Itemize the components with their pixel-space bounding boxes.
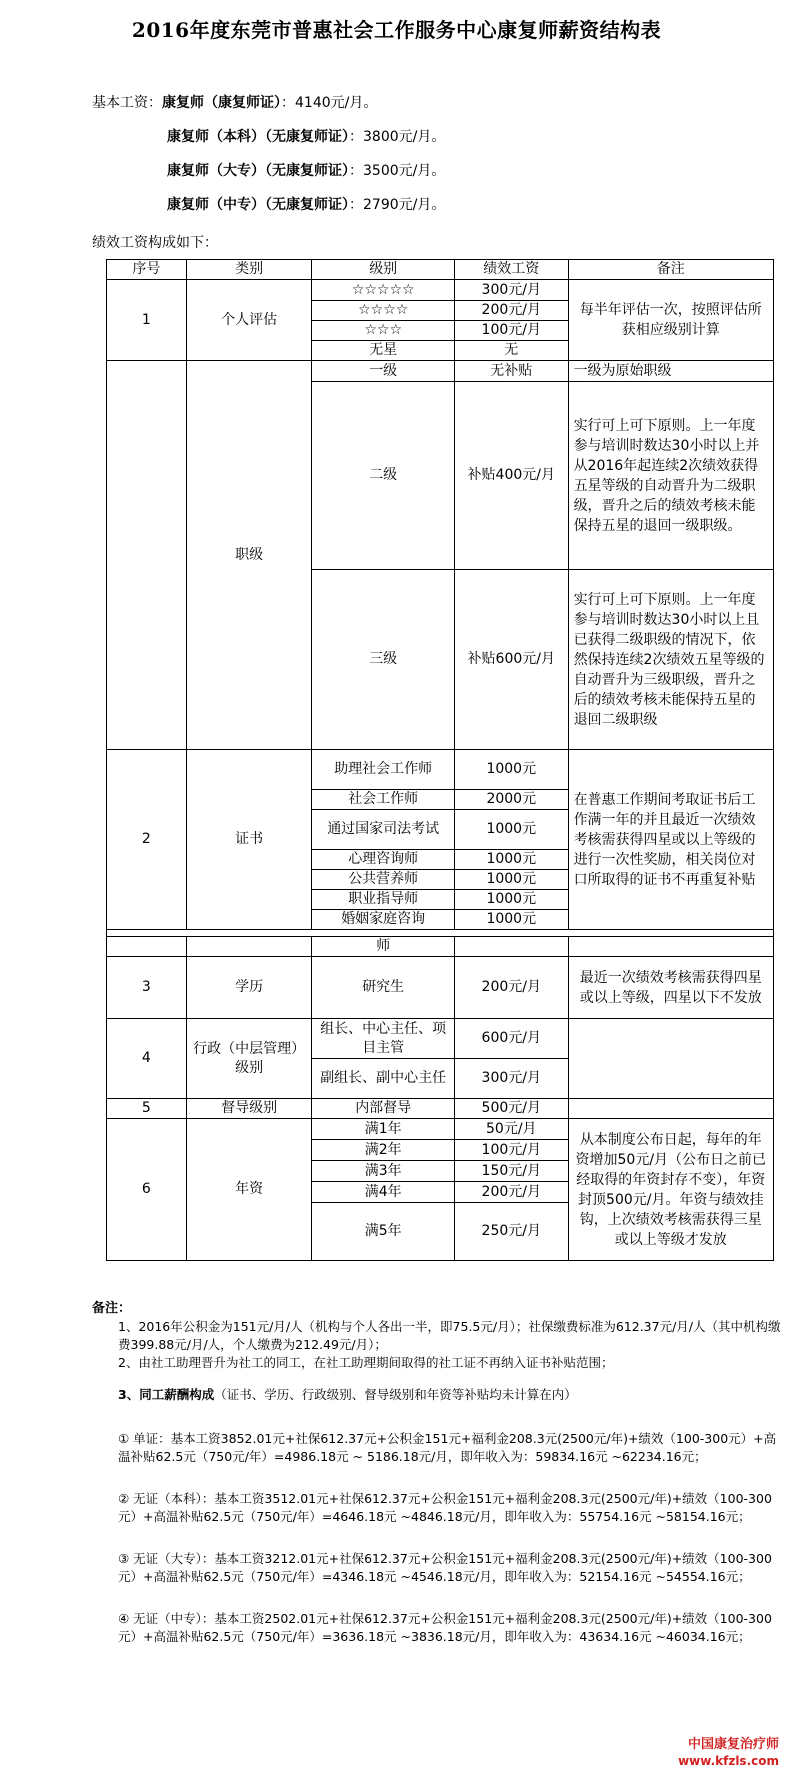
notes-heading: 备注：	[92, 1301, 132, 1316]
item-number: 4	[107, 1019, 187, 1099]
composition-college: ③ 无证（大专）：基本工资3212.01元+社保612.37元+公积金151元+福利金208.3元(2500元/年)+绩效（100-300元）+高温补贴62.5元（750元/年）=4346.18元 ~4546.18元/月，即年收入为：52154.16元 ~54554.16元；	[118, 1551, 772, 1584]
pay-cell: 200元/月	[454, 1182, 568, 1203]
basic-salary-label: 康复师（本科）（无康复师证）	[167, 129, 349, 145]
pay-cell: 1000元	[454, 850, 568, 870]
table-header-row	[107, 260, 774, 280]
level-cell: 三级	[312, 570, 455, 750]
level-cell: 通过国家司法考试	[312, 810, 455, 850]
basic-salary-value: ：3800元/月。	[349, 129, 446, 145]
note-2: 2、由社工助理晋升为社工的同工，在社工助理期间取得的社工证不再纳入证书补贴范围；	[118, 1355, 614, 1370]
pay-cell: 1000元	[454, 890, 568, 910]
level-cell: 满4年	[312, 1182, 455, 1203]
note-3-detail: （证书、学历、行政级别、督导级别和年资等补贴均未计算在内）	[214, 1387, 577, 1402]
pay-cell: 50元/月	[454, 1119, 568, 1140]
level-cell: ☆☆☆	[312, 321, 455, 341]
note-cell: 实行可上可下原则。上一年度参与培训时数达30小时以上且已获得二级职级的情况下，依然保持连续2次绩效五星等级的自动晋升为三级职级，晋升之后的绩效考核未能保持五星的退回二级职级	[568, 570, 773, 750]
level-cell: 满3年	[312, 1161, 455, 1182]
pay-cell: 300元/月	[454, 1059, 568, 1099]
table-row	[107, 1119, 774, 1140]
category-cell: 学历	[186, 957, 312, 1019]
basic-salary-line-1	[92, 92, 377, 112]
level-cell: 满5年	[312, 1203, 455, 1261]
basic-salary-prefix: 基本工资：	[92, 95, 162, 111]
pay-cell: 1000元	[454, 810, 568, 850]
notes-section	[92, 1300, 782, 1646]
gap-cell	[107, 930, 774, 937]
level-cell: 一级	[312, 361, 455, 382]
pay-cell: 无补贴	[454, 361, 568, 382]
table-row	[107, 1019, 774, 1059]
item-number: 1	[107, 280, 187, 361]
category-cell	[186, 937, 312, 957]
level-cell: 满1年	[312, 1119, 455, 1140]
pay-cell: 100元/月	[454, 321, 568, 341]
pay-cell: 1000元	[454, 870, 568, 890]
pay-cell	[454, 937, 568, 957]
table-row	[107, 957, 774, 1019]
pay-cell: 1000元	[454, 910, 568, 930]
basic-salary-line-3	[167, 160, 445, 180]
pay-cell: 600元/月	[454, 1019, 568, 1059]
note-cell	[568, 937, 773, 957]
basic-salary-line-4	[167, 194, 445, 214]
composition-single-cert: ① 单证：基本工资3852.01元+社保612.37元+公积金151元+福利金208.3元(2500元/年)+绩效（100-300元）+高温补贴62.5元（750元/年）=4986.18元 ~ 5186.18元/月，即年收入为：59834.16元 ~62234.16元；	[118, 1431, 777, 1464]
level-cell: 婚姻家庭咨询	[312, 910, 455, 930]
pay-cell: 无	[454, 341, 568, 361]
note-cell: 实行可上可下原则。上一年度参与培训时数达30小时以上并从2016年起连续2次绩效获得五星等级的自动晋升为二级职级，晋升之后的绩效考核未能保持五星的退回一级职级。	[568, 382, 773, 570]
note-cell	[568, 1019, 773, 1099]
level-cell: 副组长、副中心主任	[312, 1059, 455, 1099]
performance-intro: 绩效工资构成如下：	[92, 235, 218, 251]
table-row	[107, 1099, 774, 1119]
basic-salary-label: 康复师（中专）（无康复师证）	[167, 197, 349, 213]
level-cell: 师	[312, 937, 455, 957]
column-header: 绩效工资	[454, 260, 568, 280]
basic-salary-value: ：4140元/月。	[281, 95, 378, 111]
note-cell: 每半年评估一次，按照评估所获相应级别计算	[568, 280, 773, 361]
page-title: 2016年度东莞市普惠社会工作服务中心康复师薪资结构表	[131, 18, 662, 42]
item-number: 3	[107, 957, 187, 1019]
note-cell: 最近一次绩效考核需获得四星或以上等级，四星以下不发放	[568, 957, 773, 1019]
note-3	[92, 1386, 782, 1404]
table-row	[107, 361, 774, 382]
pay-cell: 补贴600元/月	[454, 570, 568, 750]
salary-table	[106, 259, 774, 1261]
basic-salary-label: 康复师（康复师证）	[162, 95, 281, 111]
note-1: 1、2016年公积金为151元/月/人（机构与个人各出一半，即75.5元/月）；社保缴费标准为612.37元/月/人（其中机构缴费399.88元/月/人，个人缴费为212.49元/月）；	[118, 1319, 781, 1352]
pay-cell: 300元/月	[454, 280, 568, 301]
table-row	[107, 750, 774, 790]
pay-cell: 150元/月	[454, 1161, 568, 1182]
level-cell: 组长、中心主任、项目主管	[312, 1019, 455, 1059]
note-cell: 在普惠工作期间考取证书后工作满一年的并且最近一次绩效考核需获得四星或以上等级的进行一次性奖励，相关岗位对口所取得的证书不再重复补贴	[568, 750, 773, 930]
level-cell: 心理咨询师	[312, 850, 455, 870]
basic-salary-value: ：3500元/月。	[349, 163, 446, 179]
basic-salary-label: 康复师（大专）（无康复师证）	[167, 163, 349, 179]
category-cell: 督导级别	[186, 1099, 312, 1119]
watermark-line-2: www.kfzls.com	[678, 1754, 779, 1768]
pay-cell: 1000元	[454, 750, 568, 790]
pay-cell: 2000元	[454, 790, 568, 810]
level-cell: 助理社会工作师	[312, 750, 455, 790]
column-header: 类别	[186, 260, 312, 280]
composition-bachelor: ② 无证（本科）：基本工资3512.01元+社保612.37元+公积金151元+福利金208.3元(2500元/年)+绩效（100-300元）+高温补贴62.5元（750元/年）=4646.18元 ~4846.18元/月，即年收入为：55754.16元 ~58154.16元；	[118, 1491, 772, 1524]
item-number	[107, 937, 187, 957]
pay-cell: 500元/月	[454, 1099, 568, 1119]
category-cell: 年资	[186, 1119, 312, 1261]
column-header: 序号	[107, 260, 187, 280]
category-cell: 个人评估	[186, 280, 312, 361]
pay-cell: 200元/月	[454, 957, 568, 1019]
column-header: 备注	[568, 260, 773, 280]
page-break-gap	[107, 930, 774, 937]
basic-salary-value: ：2790元/月。	[349, 197, 446, 213]
note-3-heading: 3、同工薪酬构成	[118, 1387, 215, 1402]
level-cell: 研究生	[312, 957, 455, 1019]
level-cell: 满2年	[312, 1140, 455, 1161]
pay-cell: 200元/月	[454, 301, 568, 321]
level-cell: ☆☆☆☆	[312, 301, 455, 321]
level-cell: 二级	[312, 382, 455, 570]
level-cell: 社会工作师	[312, 790, 455, 810]
item-number: 2	[107, 750, 187, 930]
category-cell: 证书	[186, 750, 312, 930]
note-cell: 一级为原始职级	[568, 361, 773, 382]
level-cell: ☆☆☆☆☆	[312, 280, 455, 301]
pay-cell: 100元/月	[454, 1140, 568, 1161]
pay-cell: 补贴400元/月	[454, 382, 568, 570]
note-cell	[568, 1099, 773, 1119]
item-number: 6	[107, 1119, 187, 1261]
level-cell: 职业指导师	[312, 890, 455, 910]
watermark	[678, 1737, 779, 1769]
item-number	[107, 361, 187, 750]
table-row	[107, 937, 774, 957]
item-number: 5	[107, 1099, 187, 1119]
level-cell: 内部督导	[312, 1099, 455, 1119]
pay-cell: 250元/月	[454, 1203, 568, 1261]
level-cell: 无星	[312, 341, 455, 361]
note-cell: 从本制度公布日起，每年的年资增加50元/月（公布日之前已经取得的年资封存不变），年资封顶500元/月。年资与绩效挂钩，上次绩效考核需获得三星或以上等级才发放	[568, 1119, 773, 1261]
watermark-line-1: 中国康复治疗师	[687, 1737, 779, 1752]
column-header: 级别	[312, 260, 455, 280]
level-cell: 公共营养师	[312, 870, 455, 890]
basic-salary-line-2	[167, 126, 445, 146]
table-row	[107, 280, 774, 301]
category-cell: 职级	[186, 361, 312, 750]
category-cell: 行政（中层管理）级别	[186, 1019, 312, 1099]
composition-secondary: ④ 无证（中专）：基本工资2502.01元+社保612.37元+公积金151元+福利金208.3元(2500元/年)+绩效（100-300元）+高温补贴62.5元（750元/年）=3636.18元 ~3836.18元/月，即年收入为：43634.16元 ~46034.16元；	[118, 1611, 772, 1644]
